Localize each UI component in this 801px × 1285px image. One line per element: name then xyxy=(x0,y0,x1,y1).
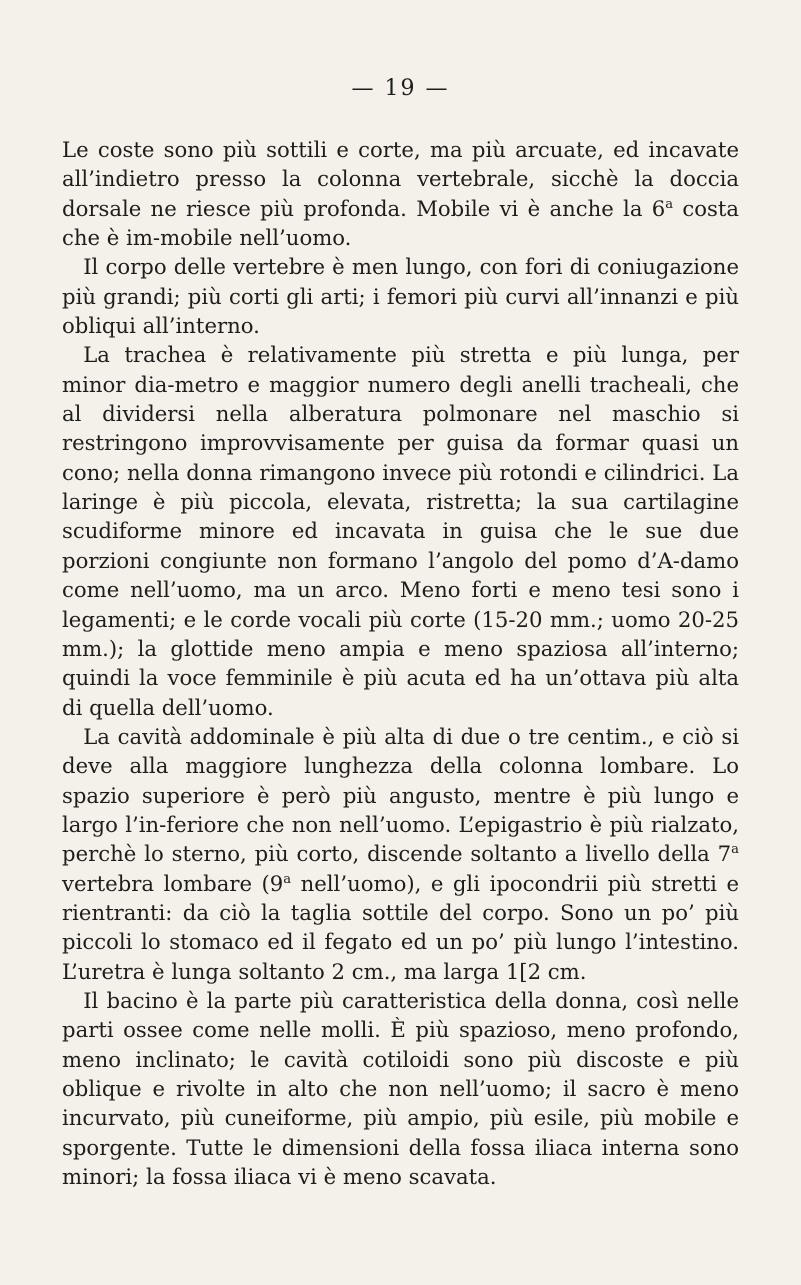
paragraph xyxy=(62,135,739,252)
text-run: La cavità addominale è più alta di due o tre centim., e ciò si deve alla maggiore lunghezza della colonna lombare. Lo spazio superiore è però più angusto, mentre è più lungo e largo l’in-feriore che non nell’uomo. L’epigastrio è più rialzato, perchè lo sterno, più corto, discende soltanto a livello della 7 xyxy=(62,723,739,867)
superscript: a xyxy=(665,196,674,212)
text-run: costa che è im-mobile nell’uomo. xyxy=(62,195,739,251)
paragraph xyxy=(62,986,739,1191)
paragraph xyxy=(62,340,739,721)
text-run: La trachea è relativamente più stretta e più lunga, per minor dia-metro e maggior numero degli anelli tracheali, che al dividersi nella alberatura polmonare nel maschio si restringono improvvisamente per guisa da formar quasi un cono; nella donna rimangono invece più rotondi e cilindrici. La laringe è più piccola, elevata, ristretta; la sua cartilagine scudiforme minore ed incavata in guisa che le sue due porzioni congiunte non formano l’angolo del pomo d’A-damo come nell’uomo, ma un arco. Meno forti e meno tesi sono i legamenti; e le corde vocali più corte (15-20 mm.; uomo 20-25 mm.); la glottide meno ampia e meno spaziosa all’interno; quindi la voce femminile è più acuta ed ha un’ottava più alta di quella dell’uomo. xyxy=(62,342,739,720)
paragraph xyxy=(62,252,739,340)
page-number: — 19 — xyxy=(351,76,450,101)
text-run: nell’uomo), e gli ipocondrii più stretti e rientranti: da ciò la taglia sottile del corpo. Sono un po’ più piccoli lo stomaco ed il fegato ed un po’ più lungo l’intestino. L’uretra è lunga soltanto 2 cm., ma larga 1[2 cm. xyxy=(62,870,739,984)
text-run: Il bacino è la parte più caratteristica della donna, così nelle parti ossee come nelle molli. È più spazioso, meno profondo, meno inclinato; le cavità cotiloidi sono più discoste e più oblique e rivolte in alto che non nell’uomo; il sacro è meno incurvato, più cuneiforme, più ampio, più esile, più mobile e sporgente. Tutte le dimensioni della fossa iliaca interna sono minori; la fossa iliaca vi è meno scavata. xyxy=(62,987,739,1190)
text-run: Il corpo delle vertebre è men lungo, con fori di coniugazione più grandi; più corti gli arti; i femori più curvi all’innanzi e più obliqui all’interno. xyxy=(62,254,739,339)
superscript: a xyxy=(283,871,292,887)
text-run: vertebra lombare (9 xyxy=(62,870,284,896)
superscript: a xyxy=(731,842,739,858)
paragraph xyxy=(62,722,739,986)
text-run: Le coste sono più sottili e corte, ma più arcuate, ed incavate all’indietro presso la colonna vertebrale, sicchè la doccia dorsale ne riesce più profonda. Mobile vi è anche la 6 xyxy=(62,137,739,221)
body-text xyxy=(62,135,739,1191)
